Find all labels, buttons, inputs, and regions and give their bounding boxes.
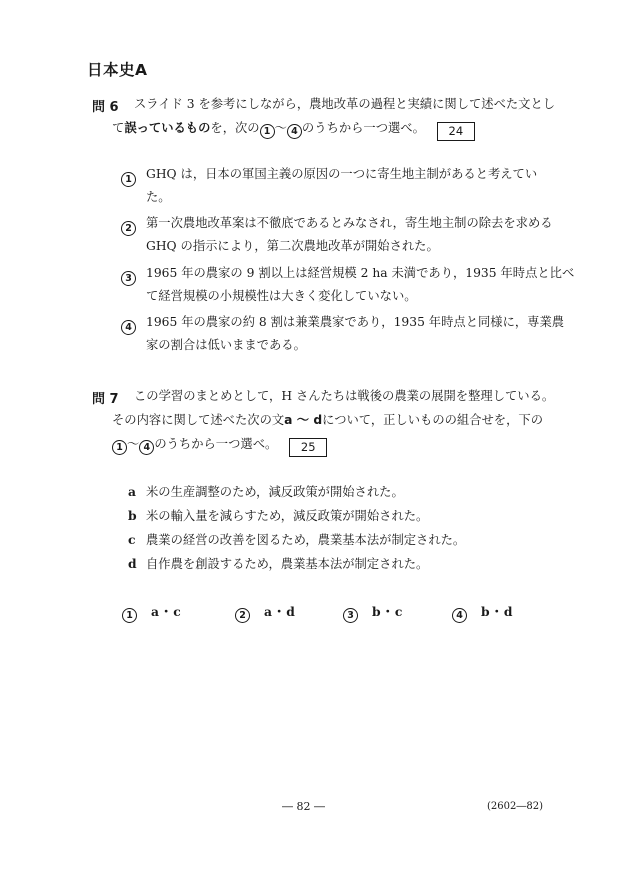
statement-b-text: 米の輸入量を減らすため，減反政策が開始された。 <box>146 509 429 523</box>
statement-d-label: d <box>128 556 137 571</box>
q6-stem-pre: て <box>112 121 125 135</box>
option-number-2: 2 <box>121 221 136 236</box>
q7-label: 問 7 <box>92 392 119 407</box>
q6-option-4-line1: 1965 年の農家の約 8 割は兼業農家であり，1935 年時点と同様に，専業農 <box>146 315 565 329</box>
q6-option-3-line1: 1965 年の農家の 9 割以上は経営規模 2 ha 未満であり，1935 年時点と比べ <box>146 266 575 280</box>
q6-stem-line2 <box>112 120 475 141</box>
answer-pair: a・c <box>151 604 182 619</box>
q6-label: 問 6 <box>92 100 119 115</box>
q6-stem-line1: スライド 3 を参考にしながら，農地改革の過程と実績に関して述べた文とし <box>134 97 556 111</box>
q6-stem-emphasis: 誤っているもの <box>124 121 211 135</box>
q7-stem-line1: この学習のまとめとして，H さんたちは戦後の農業の展開を整理している。 <box>134 389 555 403</box>
q7-answer-4[interactable] <box>452 602 514 623</box>
q6-option-2[interactable] <box>121 214 136 236</box>
q7-answer-3[interactable] <box>343 602 403 623</box>
q7-stem-pre: その内容に関して述べた次の文 <box>112 413 285 427</box>
statement-c-label: c <box>128 532 136 547</box>
option-number-3: 3 <box>121 271 136 286</box>
q7-stem-post: について，正しいものの組合せを，下の <box>322 413 543 427</box>
q6-option-3-line2: て経営規模の小規模性は大きく変化していない。 <box>146 289 417 303</box>
option-number-1: 1 <box>121 172 136 187</box>
page-code: (2602―82) <box>487 801 543 812</box>
circled-number-1: 1 <box>112 440 127 455</box>
q6-option-4-line2: 家の割合は低いままである。 <box>146 338 306 352</box>
q7-answer-2[interactable] <box>235 602 296 623</box>
answer-pair: b・c <box>372 604 404 619</box>
q7-stem-emphasis: a ～ d <box>284 413 323 427</box>
q6-option-1[interactable] <box>121 165 136 187</box>
range-separator: ～ <box>127 437 140 451</box>
q7-stem-post2: のうちから一つ選べ。 <box>154 437 278 451</box>
circled-number-4: 4 <box>287 124 302 139</box>
answer-pair: a・d <box>264 604 296 619</box>
statement-a-label: a <box>128 484 136 499</box>
answer-pair: b・d <box>481 604 514 619</box>
range-separator: ～ <box>274 121 287 135</box>
q7-stem-line3 <box>112 436 327 457</box>
q6-option-1-line1: GHQ は，日本の軍国主義の原因の一つに寄生地主制があると考えてい <box>146 167 538 181</box>
q6-stem-mid: を，次の <box>210 121 260 135</box>
q6-option-3[interactable] <box>121 264 136 286</box>
circled-number-1: 1 <box>260 124 275 139</box>
q6-option-2-line1: 第一次農地改革案は不徹底であるとみなされ，寄生地主制の除去を求める <box>146 216 553 230</box>
statement-d-text: 自作農を創設するため，農業基本法が制定された。 <box>146 557 429 571</box>
statement-c-text: 農業の経営の改善を図るため，農業基本法が制定された。 <box>146 533 466 547</box>
answer-number-1: 1 <box>122 608 137 623</box>
answer-number-4: 4 <box>452 608 467 623</box>
answer-number-2: 2 <box>235 608 250 623</box>
statement-a-text: 米の生産調整のため，減反政策が開始された。 <box>146 485 404 499</box>
q6-stem-post: のうちから一つ選べ。 <box>301 121 425 135</box>
answer-box-25: 25 <box>289 438 327 457</box>
q6-option-4[interactable] <box>121 313 136 335</box>
circled-number-4: 4 <box>139 440 154 455</box>
subject-heading: 日本史A <box>87 61 148 79</box>
q6-option-2-line2: GHQ の指示により，第二次農地改革が開始された。 <box>146 239 439 253</box>
answer-box-24: 24 <box>437 122 475 141</box>
answer-number-3: 3 <box>343 608 358 623</box>
q7-answer-1[interactable] <box>122 602 182 623</box>
page-number: ― 82 ― <box>282 800 325 813</box>
q6-option-1-line2: た。 <box>146 190 171 204</box>
option-number-4: 4 <box>121 320 136 335</box>
q7-stem-line2 <box>112 412 543 428</box>
statement-b-label: b <box>128 508 137 523</box>
